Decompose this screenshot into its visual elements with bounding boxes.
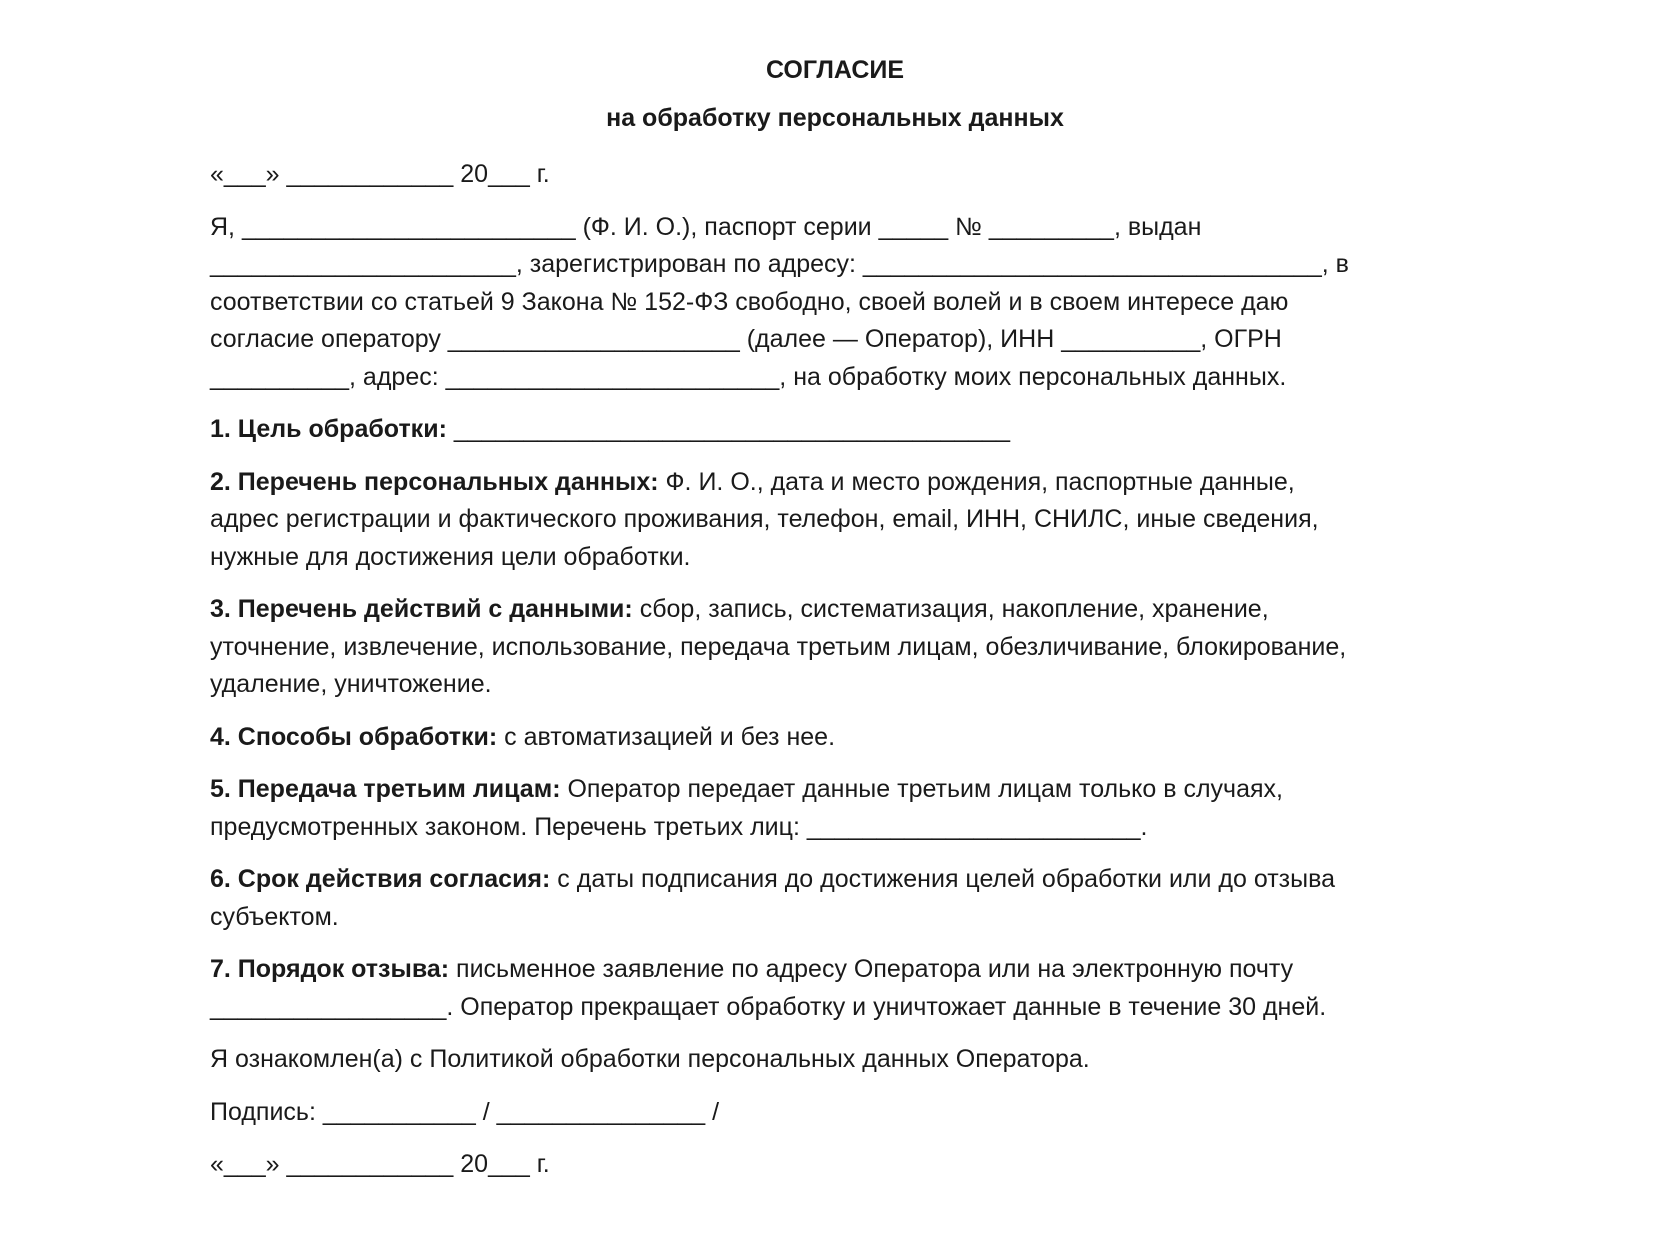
section-heading: 7. Порядок отзыва: <box>210 955 450 983</box>
section-line: предусмотренных законом. Перечень третьих лиц: ________________________. <box>210 812 1148 841</box>
section-line <box>210 951 1460 989</box>
section-line <box>210 464 1460 502</box>
section-purpose <box>210 411 1460 449</box>
document-title: СОГЛАСИЕ <box>765 56 905 84</box>
section-line: адрес регистрации и фактического проживания, телефон, email, ИНН, СНИЛС, иные сведения, <box>210 505 1319 533</box>
date-bottom: «___» ____________ 20___ г. <box>210 1150 550 1178</box>
intro-line: соответствии со статьей 9 Закона № 152-ФЗ свободно, своей волей и в своем интересе даю <box>210 287 1289 316</box>
section-line <box>210 771 1460 809</box>
section-heading: 1. Цель обработки: <box>210 415 447 443</box>
document-page <box>210 52 1460 1199</box>
section-text: письменное заявление по адресу Оператора или на электронную почту <box>449 955 1294 983</box>
section-heading: 5. Передача третьим лицам: <box>210 775 561 803</box>
signature-line: Подпись: ___________ / _______________ / <box>210 1097 720 1126</box>
section-heading: 2. Перечень персональных данных: <box>210 467 659 496</box>
section-data-list <box>210 464 1460 577</box>
document-subtitle: на обработку персональных данных <box>606 104 1064 132</box>
section-line <box>210 411 1460 449</box>
section-line <box>210 591 1460 629</box>
section-heading: 4. Способы обработки: <box>210 722 498 751</box>
section-line: нужные для достижения цели обработки. <box>210 542 691 571</box>
section-line <box>210 719 1460 757</box>
section-heading: 3. Перечень действий с данными: <box>210 595 633 623</box>
section-line: _________________. Оператор прекращает обработку и уничтожает данные в течение 30 дней. <box>210 992 1327 1021</box>
date-top: «___» ____________ 20___ г. <box>210 160 550 188</box>
intro-paragraph <box>210 209 1460 397</box>
intro-line: __________, адрес: ________________________, на обработку моих персональных данных. <box>210 362 1287 391</box>
section-text: Ф. И. О., дата и место рождения, паспортные данные, <box>658 467 1295 496</box>
section-line: удаление, уничтожение. <box>210 670 492 698</box>
section-validity <box>210 861 1460 936</box>
intro-line: согласие оператору _____________________ (далее — Оператор), ИНН __________, ОГРН <box>210 325 1282 353</box>
section-line: субъектом. <box>210 902 339 931</box>
section-revocation <box>210 951 1460 1026</box>
section-text: с даты подписания до достижения целей обработки или до отзыва <box>550 865 1335 893</box>
section-third-parties <box>210 771 1460 846</box>
intro-line: Я, ________________________ (Ф. И. О.), паспорт серии _____ № _________, выдан <box>210 212 1202 241</box>
section-line <box>210 861 1460 899</box>
section-text: Оператор передает данные третьим лицам только в случаях, <box>560 775 1283 803</box>
intro-line: ______________________, зарегистрирован по адресу: _________________________________, в <box>210 250 1349 278</box>
section-text: ________________________________________ <box>446 415 1010 443</box>
section-text: сбор, запись, систематизация, накопление, хранение, <box>632 595 1269 623</box>
section-heading: 6. Срок действия согласия: <box>210 865 551 893</box>
section-methods <box>210 719 1460 757</box>
section-line: уточнение, извлечение, использование, передача третьим лицам, обезличивание, блокирование, <box>210 632 1347 661</box>
acknowledgement: Я ознакомлен(а) с Политикой обработки персональных данных Оператора. <box>210 1045 1090 1073</box>
section-text: с автоматизацией и без нее. <box>497 722 836 751</box>
section-actions <box>210 591 1460 704</box>
